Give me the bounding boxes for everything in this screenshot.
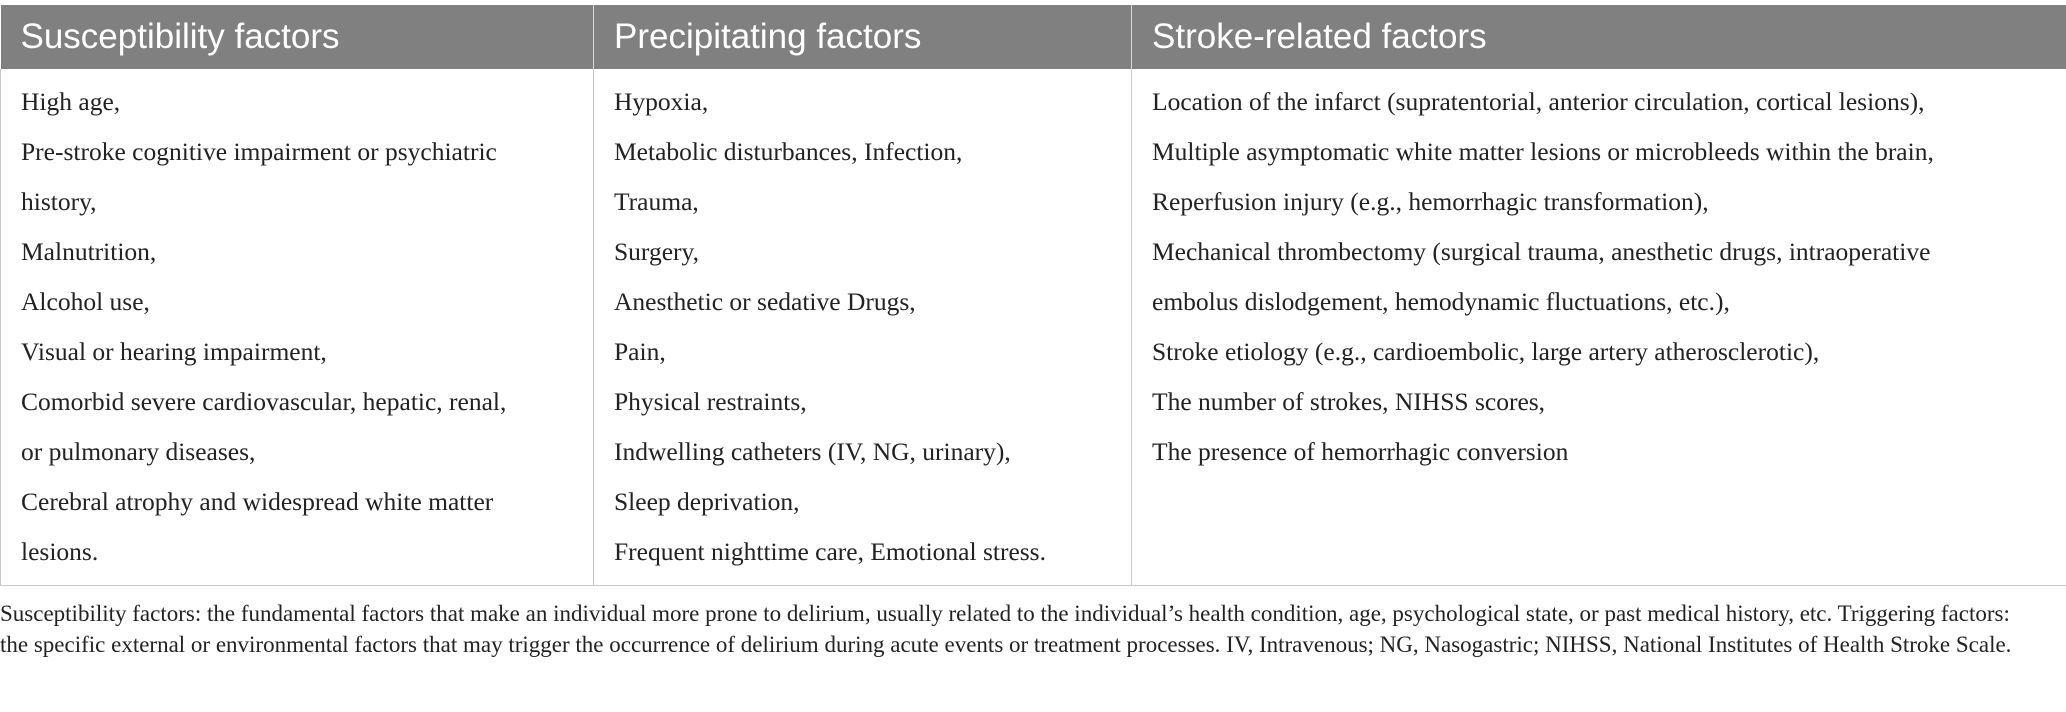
list-item: Stroke etiology (e.g., cardioembolic, large artery atherosclerotic),	[1152, 337, 1820, 366]
table-row	[1, 69, 2066, 586]
stroke-related-factors-cell	[1132, 69, 2066, 586]
list-item: or pulmonary diseases,	[21, 437, 256, 466]
header-susceptibility-factors: Susceptibility factors	[1, 5, 594, 69]
list-item: Indwelling catheters (IV, NG, urinary),	[614, 437, 1011, 466]
list-item: Location of the infarct (supratentorial, anterior circulation, cortical lesions),	[1152, 87, 1925, 116]
list-item: Alcohol use,	[21, 287, 150, 316]
delirium-factors-table	[0, 5, 2066, 586]
list-item: history,	[21, 187, 97, 216]
header-stroke-related-factors: Stroke-related factors	[1132, 5, 2066, 69]
list-item: embolus dislodgement, hemodynamic fluctuations, etc.),	[1152, 287, 1730, 316]
list-item: Reperfusion injury (e.g., hemorrhagic transformation),	[1152, 187, 1709, 216]
list-item: The presence of hemorrhagic conversion	[1152, 437, 1569, 466]
list-item: Cerebral atrophy and widespread white matter	[21, 487, 494, 516]
header-precipitating-factors: Precipitating factors	[594, 5, 1132, 69]
list-item: Trauma,	[614, 187, 699, 216]
list-item: Pain,	[614, 337, 666, 366]
table-footnote: Susceptibility factors: the fundamental factors that make an individual more prone to delirium, usually related to the individual’s health condition, age, psychological state, or past medical history, etc. Triggering factors: the specific external or environmental factors that may trigger the occurrence of delirium during acute events or treatment processes. IV, Intravenous; NG, Nasogastric; NIHSS, National Institutes of Health Stroke Scale.	[0, 601, 2012, 657]
list-item: Multiple asymptomatic white matter lesions or microbleeds within the brain,	[1152, 137, 1934, 166]
list-item: The number of strokes, NIHSS scores,	[1152, 387, 1546, 416]
list-item: Visual or hearing impairment,	[21, 337, 327, 366]
list-item: Sleep deprivation,	[614, 487, 800, 516]
table-header-row	[1, 5, 2066, 69]
list-item: Comorbid severe cardiovascular, hepatic, renal,	[21, 387, 507, 416]
list-item: lesions.	[21, 537, 99, 566]
list-item: Pre-stroke cognitive impairment or psychiatric	[21, 137, 497, 166]
list-item: Frequent nighttime care, Emotional stress.	[614, 537, 1046, 566]
list-item: Hypoxia,	[614, 87, 709, 116]
susceptibility-factors-cell	[1, 69, 594, 586]
list-item: Surgery,	[614, 237, 699, 266]
list-item: Metabolic disturbances, Infection,	[614, 137, 963, 166]
list-item: High age,	[21, 87, 121, 116]
list-item: Mechanical thrombectomy (surgical trauma, anesthetic drugs, intraoperative	[1152, 237, 1931, 266]
precipitating-factors-cell	[594, 69, 1132, 586]
list-item: Malnutrition,	[21, 237, 157, 266]
list-item: Physical restraints,	[614, 387, 807, 416]
list-item: Anesthetic or sedative Drugs,	[614, 287, 916, 316]
